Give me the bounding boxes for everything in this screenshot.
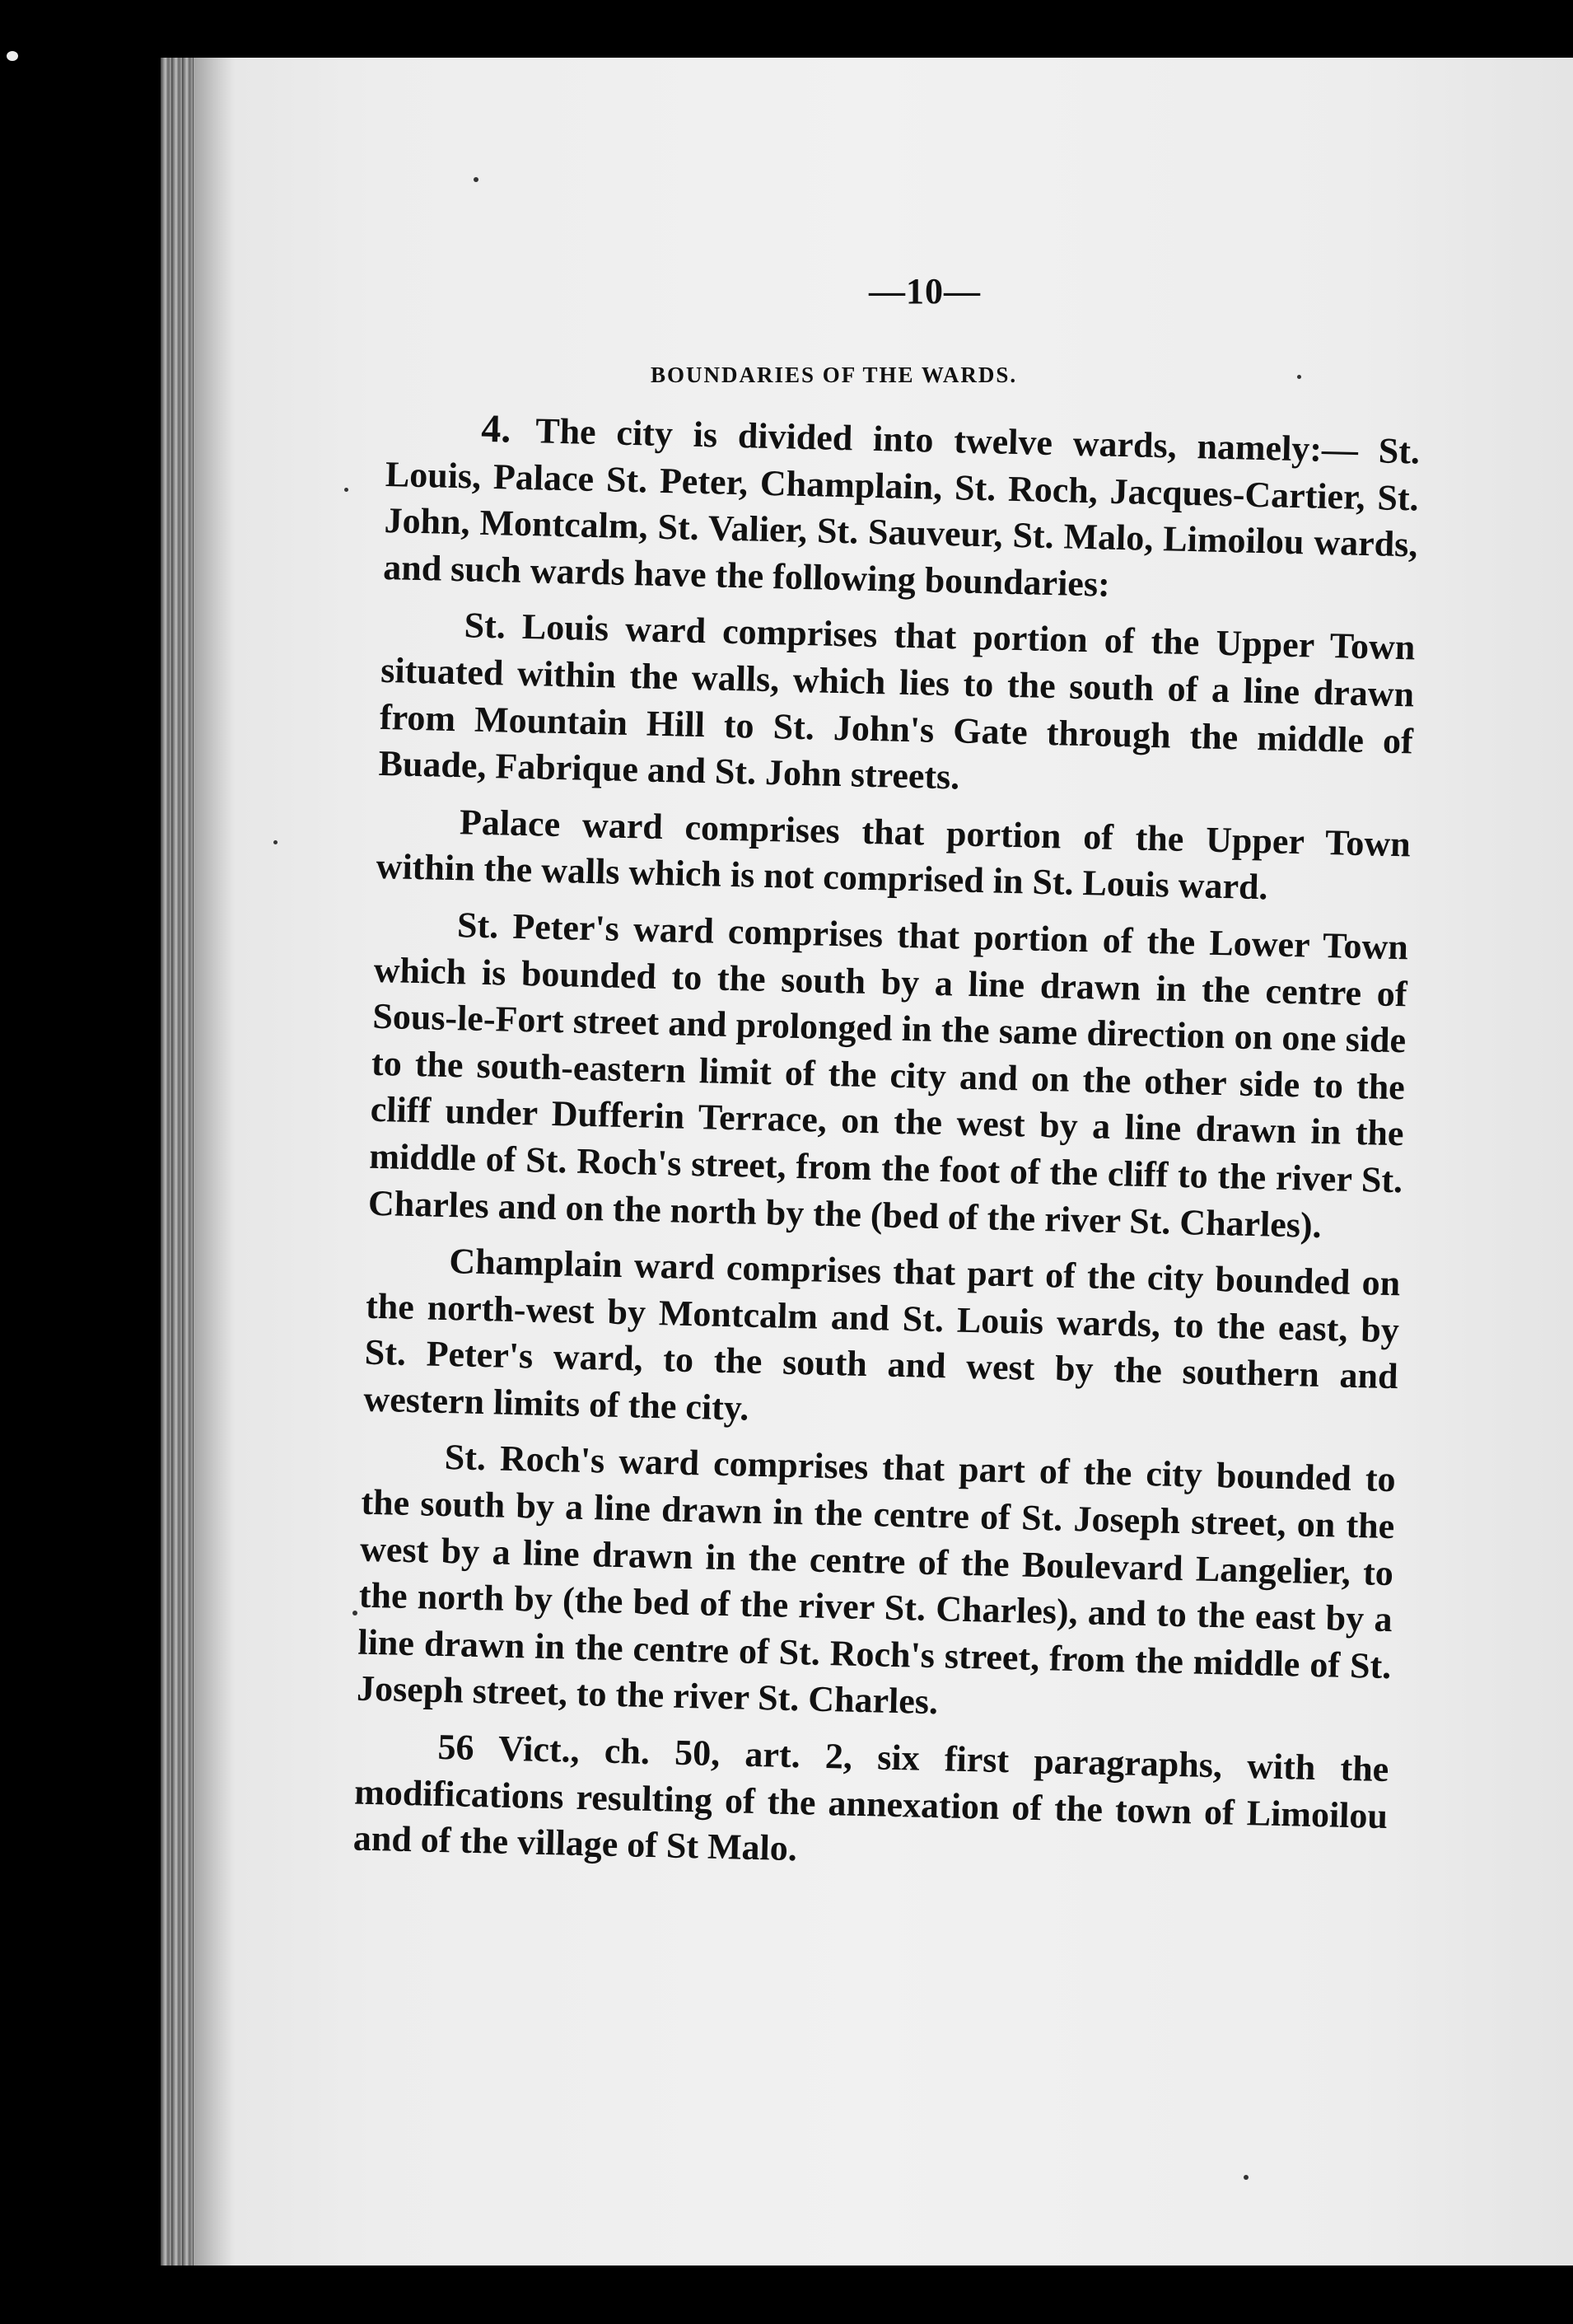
dust-speck [7,51,18,61]
paragraph: St. Louis ward comprises that portion of the Upper Town situated within the walls, which lies to the south of a line drawn from Mountain Hill to St. John's Gate through the middle of Buade, Fabrique and St. John streets. [378,605,1416,797]
paragraph-text: The city is divided into twelve wards, namely:— St. Louis, Palace St. Peter, Champlain, St. Roch, Jacques-Cartier, St. John, Montcalm, St. Valier, St. Sauveur, St. Malo, Limoilou wards, and such wards have the following boundaries: [382,410,1421,605]
dust-speck [344,488,348,492]
dust-speck [1297,375,1301,379]
dust-speck [352,1611,357,1616]
paragraph: St. Roch's ward comprises that part of the city bounded to the south by a line drawn in the centre of St. Joseph street, on the west by a line drawn in the centre of the Boulevard Langelier, to the north by (the bed of the river St. Charles), and to the east by a line drawn in the centre of St. Roch's street, from the middle of St. Joseph street, to the river St. Charles. [356,1437,1397,1723]
section-heading: BOUNDARIES OF THE WARDS. [651,362,1018,387]
paragraph: Palace ward comprises that portion of the Upper Town within the walls which is not comprised in St. Louis ward. [376,801,1412,908]
section-body [352,404,1421,1896]
dust-speck [273,840,278,844]
section-number: 4. [480,406,511,451]
page-binding-edge [161,58,194,2266]
paragraph: 56 Vict., ch. 50, art. 2, six first paragraphs, with the modifications resulting of the annexation of the town of Limoilou and of the village of St Malo. [352,1726,1389,1869]
page-number: —10— [869,271,981,311]
paragraph: Champlain ward comprises that part of the city bounded on the north-west by Montcalm and St. Louis wards, to the east, by St. Peter's ward, to the south and west by the southern and western limits of the city. [362,1241,1401,1429]
dust-speck [474,177,478,182]
binding-shadow [194,58,235,2266]
paragraph: St. Peter's ward comprises that portion of the Lower Town which is bounded to the south by a line drawn in the centre of Sous-le-Fort street and prolonged in the same direction on one side to the south-eastern limit of the city and on the other side to the cliff under Dufferin Terrace, on the west by a line drawn in the middle of St. Roch's street, from the foot of the cliff to the river St. Charles and on the north by the (bed of the river St. Charles). [367,905,1409,1246]
paragraph [383,404,1421,615]
dust-speck [1244,2175,1249,2180]
